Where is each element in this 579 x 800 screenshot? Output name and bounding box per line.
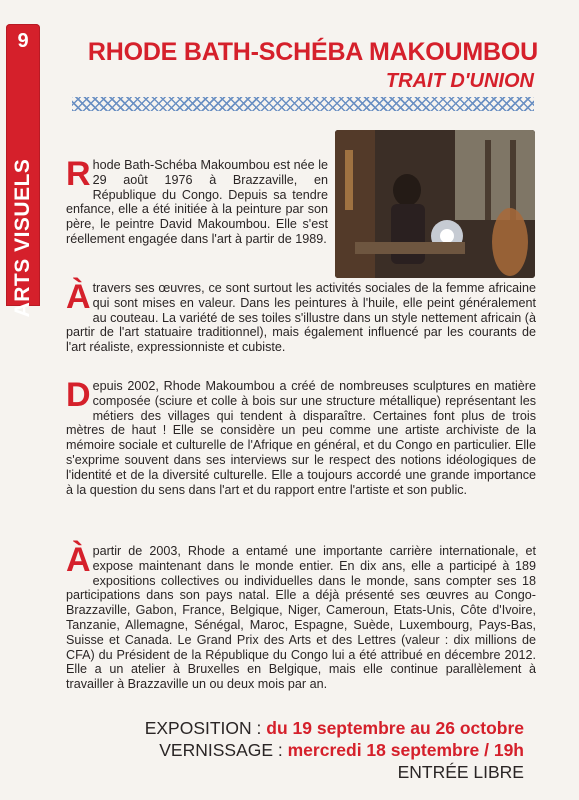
section-tab [6, 24, 40, 318]
paragraph-4 [66, 541, 536, 692]
vernissage-date: mercredi 18 septembre / 19h [287, 740, 524, 760]
vernissage-label: VERNISSAGE : [159, 740, 288, 760]
paragraph-2-text: travers ses œuvres, ce sont surtout les activités sociales de la femme africaine qui sont mises en valeur. Dans les peintures à l'huile, elle peint généralement au couteau. La variété de ses toiles s'illustre dans un style nettement africain (à partir de l'art statuaire traditionnel), mais également influencé par les courants de l'art réaliste, expressionniste et cubiste. [66, 281, 536, 355]
paragraph-3-text: epuis 2002, Rhode Makoumbou a créé de nombreuses sculptures en matière composée (sciure et colle à bois sur une structure métallique) représentant les métiers des villages qui tendent à disparaître. Certaines font plus de trois mètres de haut ! Elle se considère un peu comme une artiste archiviste de la mémoire sociale et culturelle de l'Afrique en général, et du Congo en particulier. Elle s'exprime souvent dans ses interviews sur le respect des notions idéologiques de l'identité et de la diversité culturelle. Elle a toujours accordé une grande importance à la question du sens dans l'art et du rapport entre l'artiste et son public. [66, 379, 536, 497]
page-subtitle: TRAIT D'UNION [385, 70, 534, 92]
drop-cap-4: À [66, 541, 91, 579]
paragraph-2 [66, 278, 536, 355]
vernissage-line [120, 739, 524, 761]
paragraph-4-text: partir de 2003, Rhode a entamé une importante carrière internationale, et expose maintenant dans le monde entier. En dix ans, elle a participé à 189 expositions collectives ou individuelles dans le monde, sans compter ses 18 participations dans son pays natal. Elle a déjà présenté ses œuvres au Congo-Brazzaville, Gabon, France, Belgique, Niger, Cameroun, Etats-Unis, Côte d'Ivoire, Tanzanie, Allemagne, Sénégal, Maroc, Espagne, Suède, Luxembourg, Pays-Bas, Suisse et Canada. Le Grand Prix des Arts et des Lettres (valeur : dix millions de CFA) du Président de la République du Congo lui a été attribué en décembre 2012. Elle a un atelier à Bruxelles en Belgique, mais elle continue parallèlement à travailler à Brazzaville un ou deux mois par an. [66, 544, 536, 692]
page-title: RHODE BATH-SCHÉBA MAKOUMBOU [87, 38, 538, 66]
drop-cap-3: D [66, 376, 91, 414]
drop-cap-1: R [66, 155, 91, 193]
exposition-label: EXPOSITION : [144, 718, 267, 738]
paragraph-1 [66, 155, 328, 247]
paragraph-3 [66, 376, 536, 497]
photo-illustration [335, 130, 535, 278]
section-label: ARTS VISUELS [11, 158, 34, 318]
artist-photo [335, 130, 535, 278]
decorative-pattern [72, 97, 534, 111]
entry-line: ENTRÉE LIBRE [397, 762, 524, 782]
exposition-dates: du 19 septembre au 26 octobre [266, 718, 524, 738]
page-number: 9 [17, 30, 29, 52]
drop-cap-2: À [66, 278, 91, 316]
exposition-line [120, 717, 524, 739]
paragraph-1-text: hode Bath-Schéba Makoumbou est née le 29 août 1976 à Brazzaville, en République du Congo. Depuis sa tendre enfance, elle a été initiée à la peinture par son père, le peintre David Makoumbou. Elle s'est réellement engagée dans l'art à partir de 1989. [66, 158, 328, 246]
